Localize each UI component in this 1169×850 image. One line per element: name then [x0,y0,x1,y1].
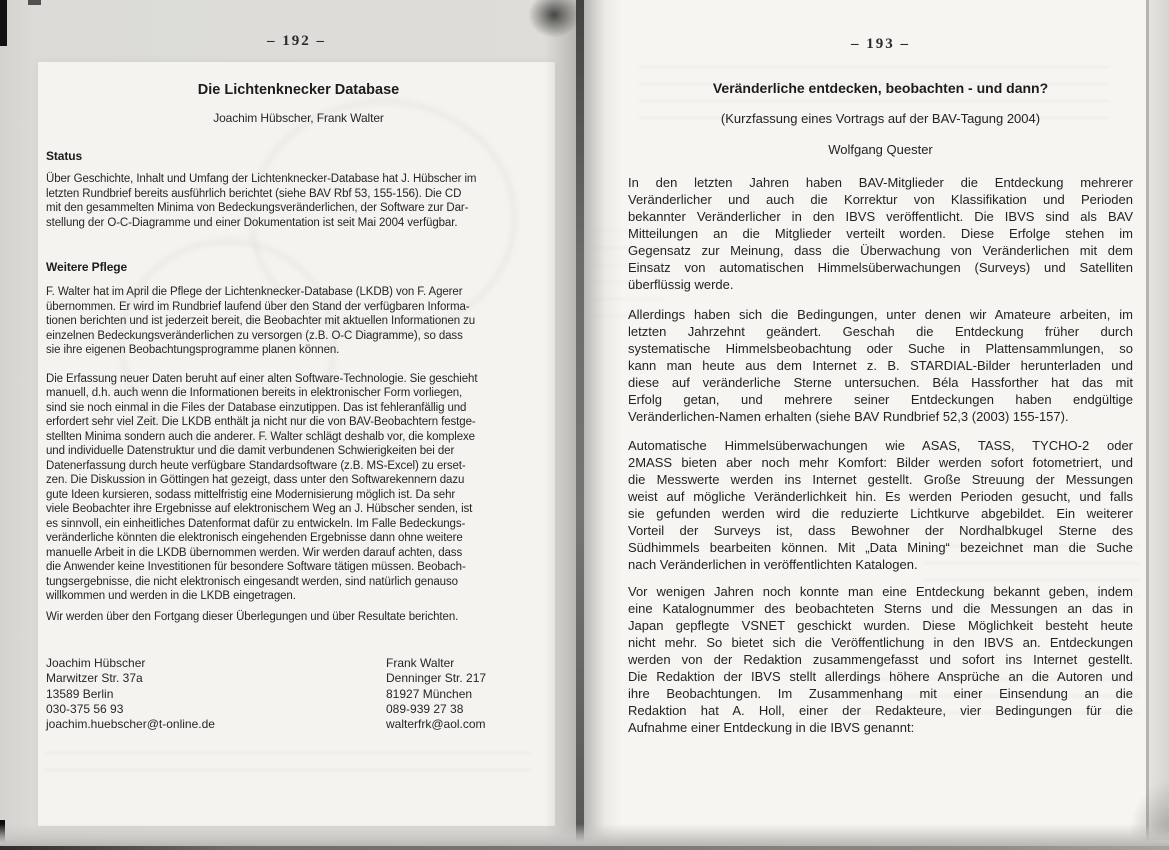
right-scan-margin [1149,0,1169,850]
contact-city: 81927 München [386,686,473,701]
paragraph-pflege-2: Die Erfassung neuer Daten beruht auf einer alten Software-Technologie. Sie geschieht manuell, d.h. auch wenn die Informationen bereits in elektronischer Form vorliegen, sind sie noch einmal in die Files der Database einzutippen. Das ist fehleranfällig und erfordert sehr viel Zeit. Die LKDB enthält ja nicht nur die von BAV-Beobachtern festge- stellten Minima sondern auch die anderer. F. Walter schlägt deshalb vor, die komplexe und individuelle Datenstruktur und die damit verbundenen Schwierigkeiten bei der Datenerfassung durch heute verfügbare Standardsoftware (z.B. MS-Excel) zu erset- zen. Die Diskussion in Göttingen hat gezeigt, dass unter den Softwarekennern dazu gute Ideen kursieren, sodass mittelfristig eine Modernisierung möglich ist. Da sehr viele Beobachter ihre Ergebnisse auf elektronischem Weg an J. Hübscher senden, ist es sinnvoll, ein einheitliches Datenformat dafür zu entwickeln. Im Falle Bedeckungs- veränderliche könnten die elektronisch eingehenden Ergebnisse dann ohne weitere manuelle Arbeit in die LKDB übernommen werden. Wir werden darauf achten, dass die Anwender keine Investitionen für besondere Software tätigen müssen. Beobach- tungsergebnisse, die nicht elektronisch eingesandt werden, sind natürlich genauso willkommen und werden in die LKDB eingetragen. [46,372,478,602]
section-heading-status: Status [46,149,83,163]
page-left [0,0,578,850]
article-subtitle: (Kurzfassung eines Vortrags auf der BAV-Tagung 2004) [720,111,1041,126]
page-number-left: – 192 – [267,33,326,49]
paragraph-4: Vor wenigen Jahren noch konnte man eine Entdeckung bekannt geben, indem eine Katalognummer des beobachteten Sterns und die Messungen an das in Japan gepflegte VSNET geschickt wurden. Diese Möglichkeit besteht heute nicht mehr. So bietet sich die Veröffentlichung in den IBVS an. Entdeckungen werden von der Redaktion zusammengefasst und sofort ins Internet gestellt. Die Redaktion der IBVS stellt allerdings höhere Ansprüche an die Autoren und ihre Beobachtungen. Im Zusammenhang mit einer Einsendung an die Redaktion hat A. Holl, einer der Redakteure, vier Bedingungen für die Aufnahme einer Entdeckung in die IBVS genannt: [628,584,1133,735]
scan-edge-top-left [0,0,7,46]
contact-name: Frank Walter [386,656,455,670]
article-authors: Joachim Hübscher, Frank Walter [213,111,384,125]
contact-phone: 089-939 27 38 [386,701,464,716]
contact-email: walterfrk@aol.com [386,717,486,732]
contact-city: 13589 Berlin [46,686,114,701]
paragraph-2: Allerdings haben sich die Bedingungen, unter denen wir Amateure arbeiten, im letzten Jahrzehnt geändert. Geschah die Entdeckung früher durch systematische Himmelsbeobachtung oder Suche in Plattensammlungen, so kann man heute aus dem Internet z. B. STARDIAL-Bilder herunterladen und diese auf veränderliche Sterne untersuchen. Béla Hassforther hat das mit Erfolg getan, und mehrere seiner Entdeckungen haben endgültige Veränderlichen-Namen erhalten (siehe BAV Rundbrief 52,3 (2003) 155-157). [628,307,1133,424]
paragraph-pflege-1: F. Walter hat im April die Pflege der Lichtenknecker-Database (LKDB) von F. Agerer übernommen. Er wird im Rundbrief laufend über den Stand der verfügbaren Informa- tionen berichten und ist jederzeit bereit, die Beobachter mit aktuellen Informationen zu einzelnen Bedeckungsveränderlichen zu versorgen (z.B. O-C Diagramme), so dass sie ihre eigenen Beobachtungsprogramme planen können. [46,286,476,356]
bleed-through-smudge [45,752,530,780]
contact-street: Denninger Str. 217 [386,671,487,686]
paragraph-closing: Wir werden über den Fortgang dieser Überlegungen und über Resultate berichten. [46,610,459,623]
bleed-through-smudge [639,66,1109,122]
contact-name: Joachim Hübscher [46,656,146,670]
spine-fold-line [576,0,584,850]
scan-edge-mark [28,0,41,5]
contact-block [46,656,551,732]
contact-frank-walter [386,656,486,732]
contact-joachim-huebscher [46,656,386,732]
bleed-through-smudge [849,678,1139,720]
article-lichtenknecker [46,62,551,732]
article-title: Die Lichtenknecker Database [197,82,400,98]
article-author: Wolfgang Quester [828,142,933,157]
paragraph-status: Über Geschichte, Inhalt und Umfang der Lichtenknecker-Database hat J. Hübscher im letzten Rundbrief bereits ausführlich berichtet (siehe BAV Rbf 53, 155-156). Die CD mit den gesammelten Minima von Bedeckungsveränderlichen, der Software zur Dar- stellung der O-C-Diagramme und einer Dokumentation ist seit Mai 2004 verfügbar. [46,173,477,229]
bottom-scan-edge-line [0,846,1169,850]
spine-top-shadow [528,0,580,38]
spine-shadow-left [545,0,577,850]
page-number-right: – 193 – [851,36,910,52]
page-right [584,0,1169,850]
section-heading-weitere-pflege: Weitere Pflege [46,260,128,274]
article-title: Veränderliche entdecken, beobachten - und dann? [712,80,1049,96]
contact-phone: 030-375 56 93 [46,701,124,716]
bleed-through-smudge [924,545,1139,599]
spine-shadow-right [584,0,622,850]
contact-street: Marwitzer Str. 37a [46,671,143,686]
paragraph-1: In den letzten Jahren haben BAV-Mitglieder die Entdeckung mehrerer Veränderlicher und auch die Korrektur von Klassifikation und Perioden bekannter Veränderlicher in den IBVS veröffentlicht. Die IBVS sind als BAV Mitteilungen an die Mitglieder verteilt worden. Diese Erfolge stehen im Gegensatz zur Meinung, dass die Überwachung von Veränderlichen mit dem Einsatz von automatischen Himmelsüberwachungen (Surveys) und Satelliten überflüssig werde. [628,175,1133,292]
paragraph-3: Automatische Himmelsüberwachungen wie ASAS, TASS, TYCHO-2 oder 2MASS bieten aber noch mehr Komfort: Bilder werden sofort fotometriert, und die Messwerte werden ins Internet gestellt. Große Streuung der Messungen weist auf mögliche Veränderlichkeit hin. Es werden Perioden gesucht, und falls sie gefunden werden wird die reduzierte Lichtkurve abgebildet. Ein weiterer Vorteil der Surveys ist, dass Bewohner der Nordhalbkugel Sterne des Südhimmels bearbeiten können. Mit „Data Mining“ bezeichnet man die Suche nach Veränderlichen in veröffentlichten Katalogen. [628,438,1133,572]
contact-email: joachim.huebscher@t-online.de [46,717,215,732]
